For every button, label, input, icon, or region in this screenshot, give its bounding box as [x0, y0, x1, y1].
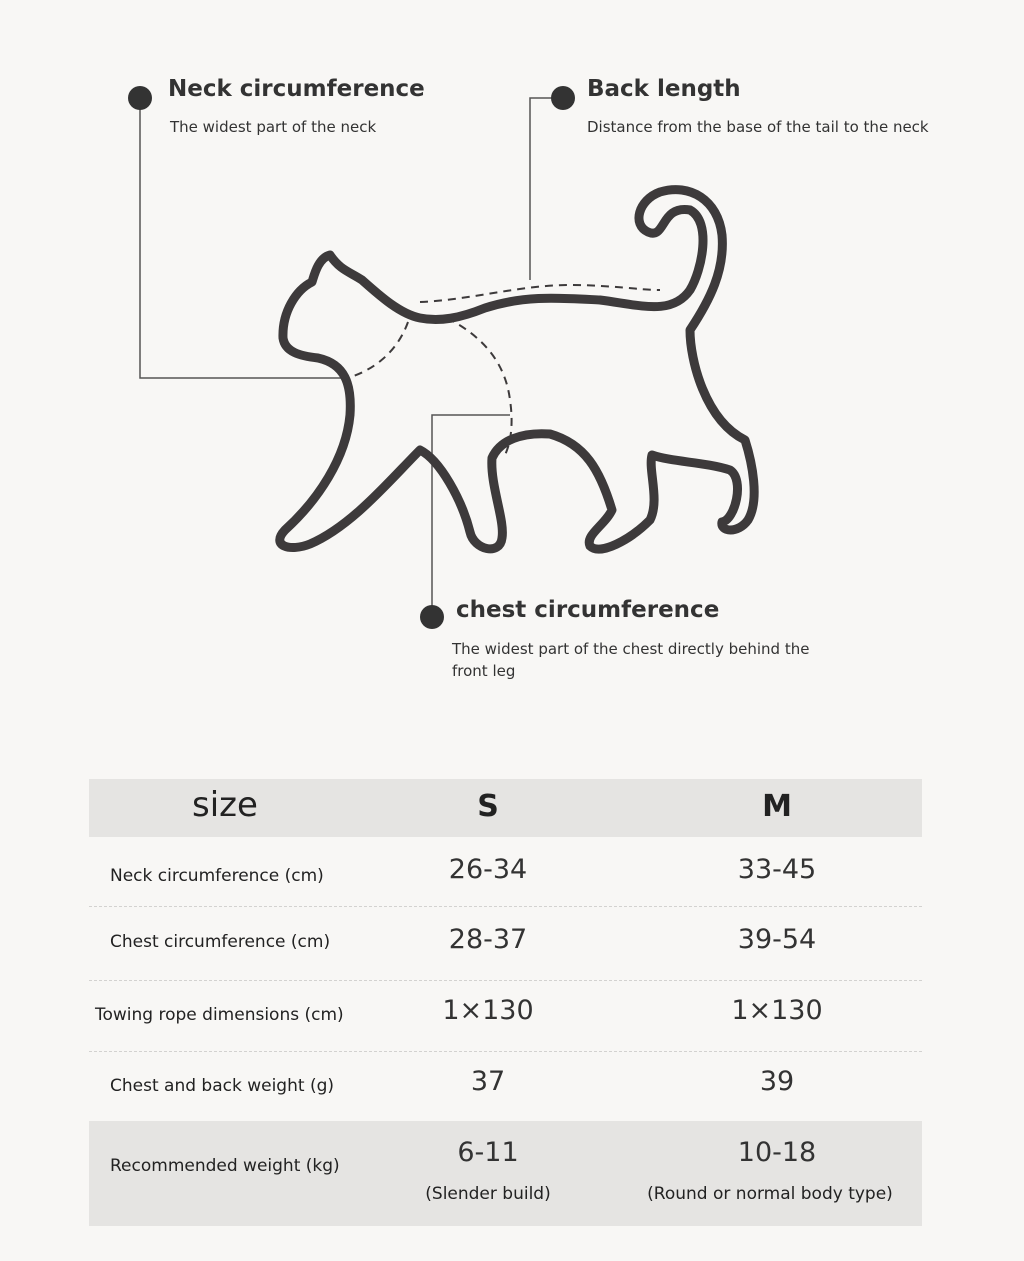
- table-row: [89, 1052, 922, 1120]
- neck-dash: [340, 322, 408, 380]
- row-note-s: (Slender build): [425, 1184, 551, 1204]
- table-row-recommended: [89, 1121, 922, 1226]
- size-table: [89, 779, 922, 1226]
- row-value-m: 39-54: [737, 924, 817, 955]
- row-value-m: 39: [759, 1066, 795, 1097]
- row-label: Chest circumference (cm): [110, 932, 331, 952]
- back-leader-line: [530, 98, 563, 280]
- table-row: [89, 981, 922, 1051]
- neck-callout-desc: The widest part of the neck: [170, 118, 377, 136]
- chest-dash: [447, 318, 512, 455]
- neck-dot: [128, 86, 152, 110]
- table-header-row: [89, 779, 922, 837]
- table-row: [89, 907, 922, 979]
- chest-callout-title: chest circumference: [456, 597, 720, 623]
- header-m: M: [762, 789, 792, 824]
- back-dot: [551, 86, 575, 110]
- back-callout-title: Back length: [587, 76, 741, 102]
- row-label: Towing rope dimensions (cm): [95, 1005, 344, 1025]
- row-value-s: 26-34: [448, 854, 528, 885]
- row-value-s: 6-11: [457, 1137, 519, 1168]
- header-s: S: [477, 789, 499, 824]
- cat-outline: [280, 190, 754, 549]
- chest-callout-desc: The widest part of the chest directly behind the front leg: [452, 640, 810, 680]
- row-value-m: 1×130: [731, 995, 823, 1026]
- row-label: Chest and back weight (g): [110, 1076, 334, 1096]
- row-value-s: 1×130: [442, 995, 534, 1026]
- row-value-m: 10-18: [737, 1137, 817, 1168]
- measurement-dashes: [340, 285, 660, 455]
- table-row: [89, 837, 922, 907]
- row-value-s: 37: [470, 1066, 506, 1097]
- row-label: Neck circumference (cm): [110, 866, 324, 886]
- row-value-s: 28-37: [448, 924, 528, 955]
- chest-dot: [420, 605, 444, 629]
- back-callout-desc: Distance from the base of the tail to the neck: [587, 118, 929, 136]
- row-label: Recommended weight (kg): [110, 1156, 340, 1176]
- row-value-m: 33-45: [737, 854, 817, 885]
- neck-leader-line: [140, 98, 345, 378]
- header-size-label: size: [192, 785, 258, 825]
- row-note-m: (Round or normal body type): [647, 1184, 893, 1204]
- neck-callout-title: Neck circumference: [168, 76, 425, 102]
